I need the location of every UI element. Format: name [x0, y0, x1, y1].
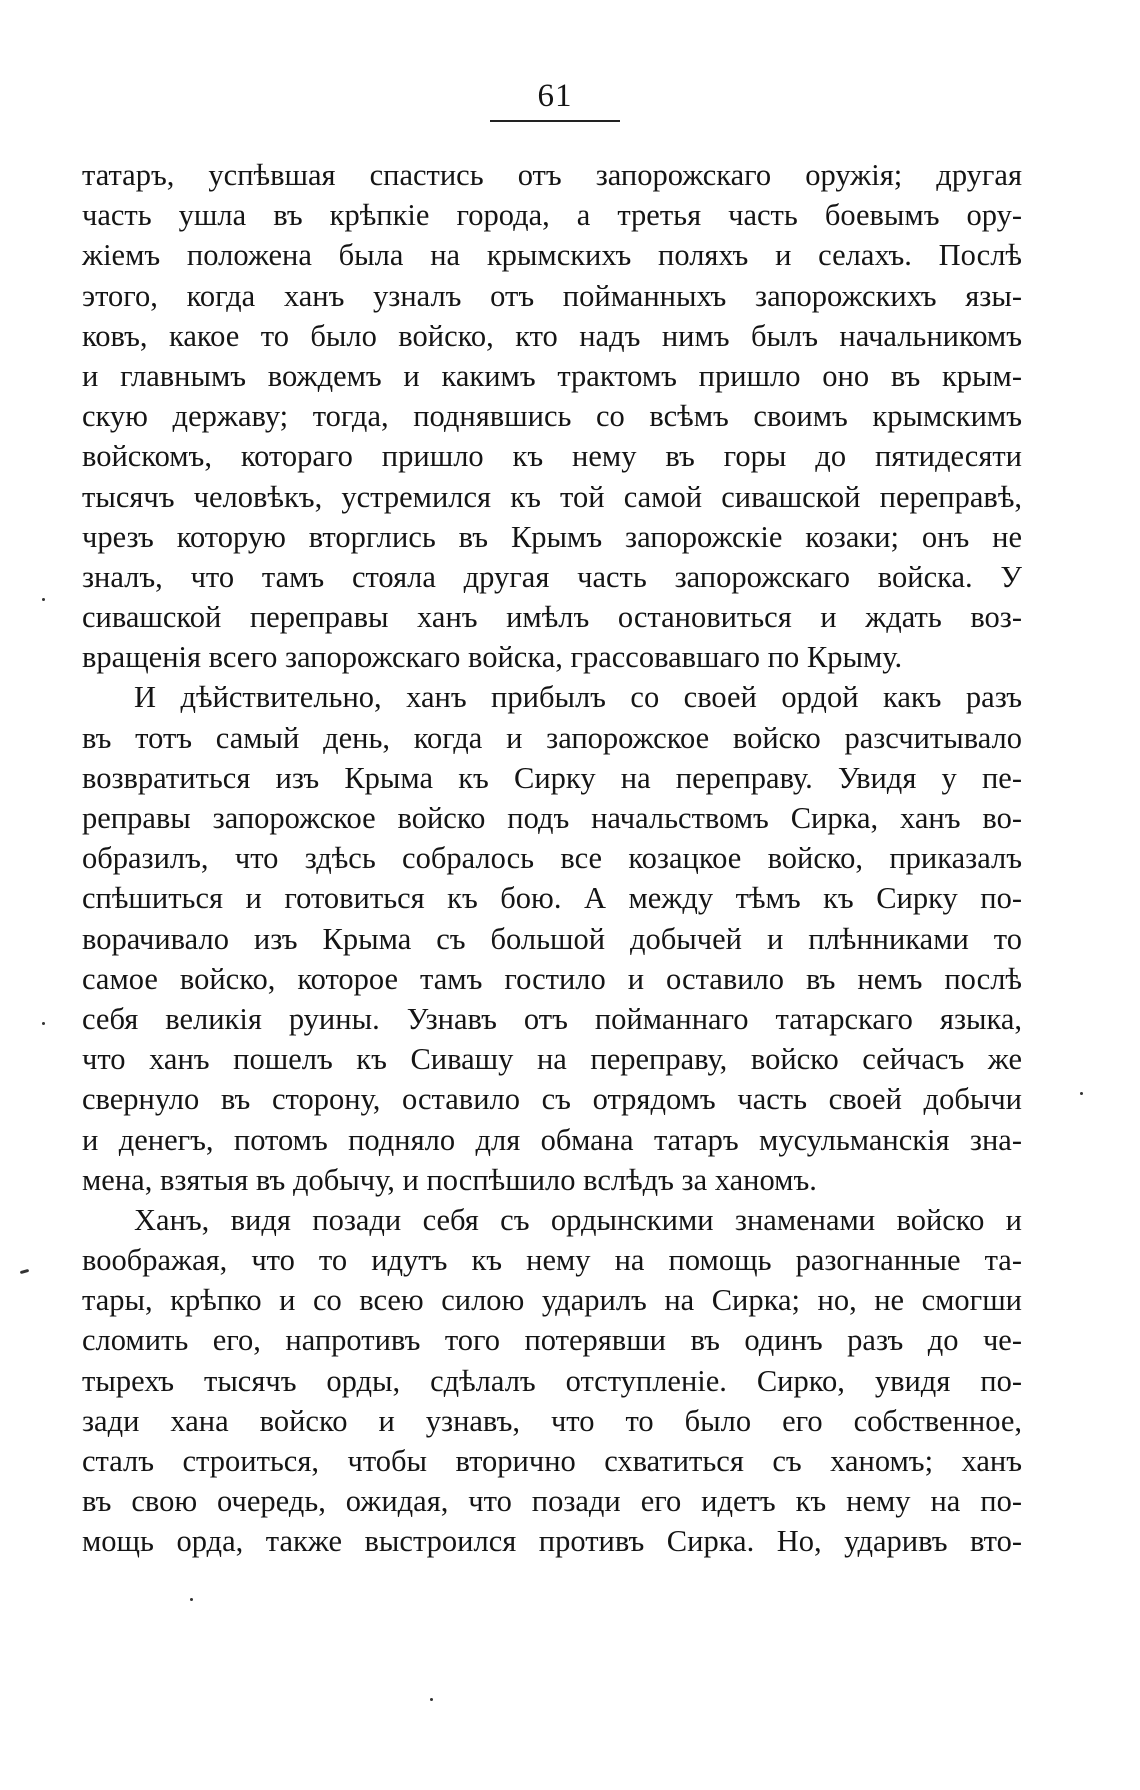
text-line: реправы запорожское войско подъ начальствомъ Сирка, ханъ во-	[82, 801, 1022, 835]
text-line: вращенія всего запорожскаго войска, грассовавшаго по Крыму.	[82, 640, 903, 675]
paragraph-first-line: И дѣйствительно, ханъ прибылъ со своей ордой какъ разъ	[134, 680, 1022, 715]
text-line: этого, когда ханъ узналъ отъ пойманныхъ запорожскихъ язы-	[82, 278, 1022, 313]
text-line: въ свою очередь, ожидая, что позади его идетъ къ нему на по-	[82, 1484, 1022, 1519]
text-line: самое войско, которое тамъ гостило и оставило въ немъ послѣ	[82, 961, 1022, 996]
page-number-rule	[490, 120, 620, 122]
text-line: войскомъ, котораго пришло къ нему въ горы до пятидесяти	[82, 439, 1022, 474]
text-line: часть ушла въ крѣпкіе города, а третья часть боевымъ ору-	[82, 198, 1022, 233]
text-line: скую державу; тогда, поднявшись со всѣмъ своимъ крымскимъ	[82, 399, 1022, 434]
text-line: сломить его, напротивъ того потерявши въ одинъ разъ до че-	[82, 1323, 1022, 1358]
text-line: ковъ, какое то было войско, кто надъ нимъ былъ начальникомъ	[82, 318, 1022, 353]
scan-speck	[20, 1269, 29, 1274]
text-line: зналъ, что тамъ стояла другая часть запорожскаго войска. У	[82, 559, 1022, 594]
text-line: что ханъ пошелъ къ Сивашу на переправу, войско сейчасъ же	[82, 1042, 1022, 1077]
text-line: жіемъ положена была на крымскихъ поляхъ и селахъ. Послѣ	[82, 238, 1022, 273]
text-line: возвратиться изъ Крыма къ Сирку на переправу. Увидя у пе-	[82, 760, 1022, 795]
text-line: образилъ, что здѣсь собралось все козацкое войско, приказалъ	[82, 841, 1022, 876]
scan-speck	[42, 1022, 45, 1025]
text-line: сталъ строиться, чтобы вторично схватиться съ ханомъ; ханъ	[82, 1444, 1022, 1478]
text-line: мощь орда, также выстроился противъ Сирка. Но, ударивъ вто-	[82, 1524, 1022, 1559]
scan-speck	[430, 1698, 433, 1701]
scan-speck	[190, 1598, 193, 1601]
text-line: ворачивало изъ Крыма съ большой добычей и плѣнниками то	[82, 921, 1022, 956]
text-line: татаръ, успѣвшая спастись отъ запорожскаго оружія; другая	[82, 158, 1022, 192]
text-line: тысячъ человѣкъ, устремился къ той самой сивашской переправѣ,	[82, 479, 1022, 514]
text-line: тары, крѣпко и со всею силою ударилъ на Сирка; но, не смогши	[82, 1283, 1022, 1318]
text-line: въ тотъ самый день, когда и запорожское войско разсчитывало	[82, 720, 1022, 755]
text-line: и главнымъ вождемъ и какимъ трактомъ пришло оно въ крым-	[82, 358, 1022, 393]
body-text	[82, 155, 1022, 1562]
text-line: тырехъ тысячъ орды, сдѣлалъ отступленіе. Сирко, увидя по-	[82, 1363, 1022, 1398]
text-line: чрезъ которую вторглись въ Крымъ запорожскіе козаки; онъ не	[82, 519, 1022, 554]
text-line: себя великія руины. Узнавъ отъ пойманнаго татарскаго языка,	[82, 1001, 1022, 1036]
page-number: 61	[537, 78, 573, 114]
text-line: сивашской переправы ханъ имѣлъ остановиться и ждать воз-	[82, 600, 1022, 635]
text-line: воображая, что то идутъ къ нему на помощь разогнанные та-	[82, 1243, 1022, 1278]
text-line: свернуло въ сторону, оставило съ отрядомъ часть своей добычи	[82, 1082, 1022, 1117]
scan-speck	[1080, 1092, 1083, 1095]
text-line: мена, взятыя въ добычу, и поспѣшило вслѣдъ за ханомъ.	[82, 1162, 817, 1197]
text-line: и денегъ, потомъ подняло для обмана татаръ мусульманскія зна-	[82, 1122, 1022, 1157]
text-line: спѣшиться и готовиться къ бою. А между тѣмъ къ Сирку по-	[82, 881, 1022, 916]
text-line: зади хана войско и узнавъ, что то было его собственное,	[82, 1403, 1022, 1438]
scan-speck	[42, 598, 45, 601]
paragraph-first-line: Ханъ, видя позади себя съ ордынскими знаменами войско и	[134, 1202, 1022, 1237]
